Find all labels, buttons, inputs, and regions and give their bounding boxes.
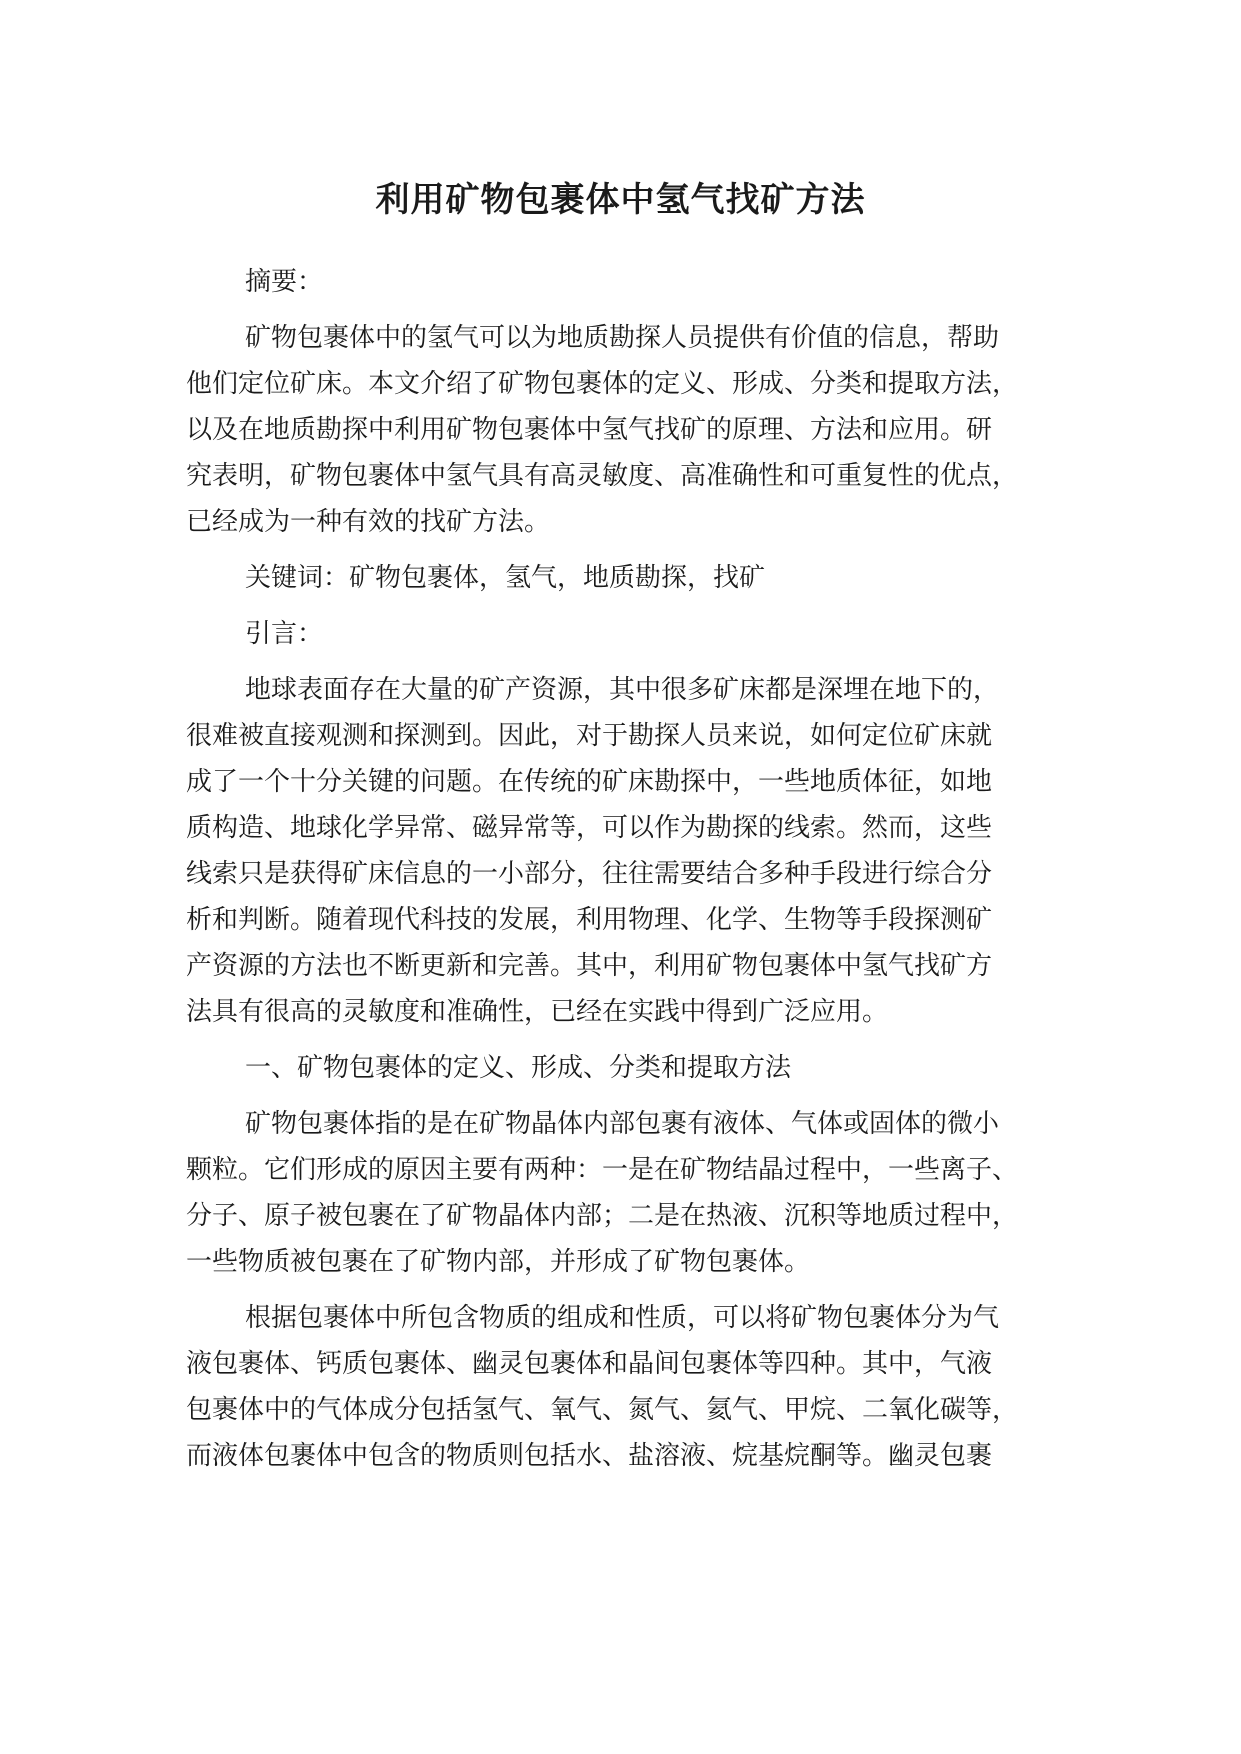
intro-heading: 引言：: [245, 619, 324, 649]
intro-line: 产资源的方法也不断更新和完善。其中，利用矿物包裹体中氢气找矿方: [186, 951, 993, 981]
intro-line: 析和判断。随着现代科技的发展，利用物理、化学、生物等手段探测矿: [186, 905, 993, 935]
intro-line: 质构造、地球化学异常、磁异常等，可以作为勘探的线索。然而，这些: [186, 813, 993, 843]
section-heading: 一、矿物包裹体的定义、形成、分类和提取方法: [245, 1053, 792, 1083]
intro-line: 很难被直接观测和探测到。因此，对于勘探人员来说，如何定位矿床就: [186, 721, 993, 751]
abstract-heading: 摘要：: [245, 267, 324, 297]
document-title: 利用矿物包裹体中氢气找矿方法: [375, 180, 866, 220]
keywords-line: 关键词：矿物包裹体，氢气，地质勘探，找矿: [245, 563, 766, 593]
classification-line: 液包裹体、钙质包裹体、幽灵包裹体和晶间包裹体等四种。其中，气液: [186, 1349, 993, 1379]
abstract-line: 以及在地质勘探中利用矿物包裹体中氢气找矿的原理、方法和应用。研: [186, 415, 993, 445]
section-line: 矿物包裹体指的是在矿物晶体内部包裹有液体、气体或固体的微小: [245, 1109, 1000, 1139]
intro-line: 法具有很高的灵敏度和准确性，已经在实践中得到广泛应用。: [186, 997, 889, 1027]
section-line: 分子、原子被包裹在了矿物晶体内部；二是在热液、沉积等地质过程中，: [186, 1201, 1019, 1231]
abstract-line: 已经成为一种有效的找矿方法。: [186, 507, 551, 537]
section-line: 一些物质被包裹在了矿物内部，并形成了矿物包裹体。: [186, 1247, 811, 1277]
abstract-line: 他们定位矿床。本文介绍了矿物包裹体的定义、形成、分类和提取方法，: [186, 369, 1019, 399]
classification-line: 而液体包裹体中包含的物质则包括水、盐溶液、烷基烷酮等。幽灵包裹: [186, 1441, 993, 1471]
intro-line: 成了一个十分关键的问题。在传统的矿床勘探中，一些地质体征，如地: [186, 767, 993, 797]
abstract-line: 究表明，矿物包裹体中氢气具有高灵敏度、高准确性和可重复性的优点，: [186, 461, 1019, 491]
intro-line: 线索只是获得矿床信息的一小部分，往往需要结合多种手段进行综合分: [186, 859, 993, 889]
section-line: 颗粒。它们形成的原因主要有两种：一是在矿物结晶过程中，一些离子、: [186, 1155, 1019, 1185]
classification-line: 包裹体中的气体成分包括氢气、氧气、氮气、氦气、甲烷、二氧化碳等，: [186, 1395, 1019, 1425]
abstract-line: 矿物包裹体中的氢气可以为地质勘探人员提供有价值的信息，帮助: [245, 323, 1000, 353]
intro-line: 地球表面存在大量的矿产资源，其中很多矿床都是深埋在地下的，: [245, 675, 1000, 705]
classification-line: 根据包裹体中所包含物质的组成和性质，可以将矿物包裹体分为气: [245, 1303, 1000, 1333]
